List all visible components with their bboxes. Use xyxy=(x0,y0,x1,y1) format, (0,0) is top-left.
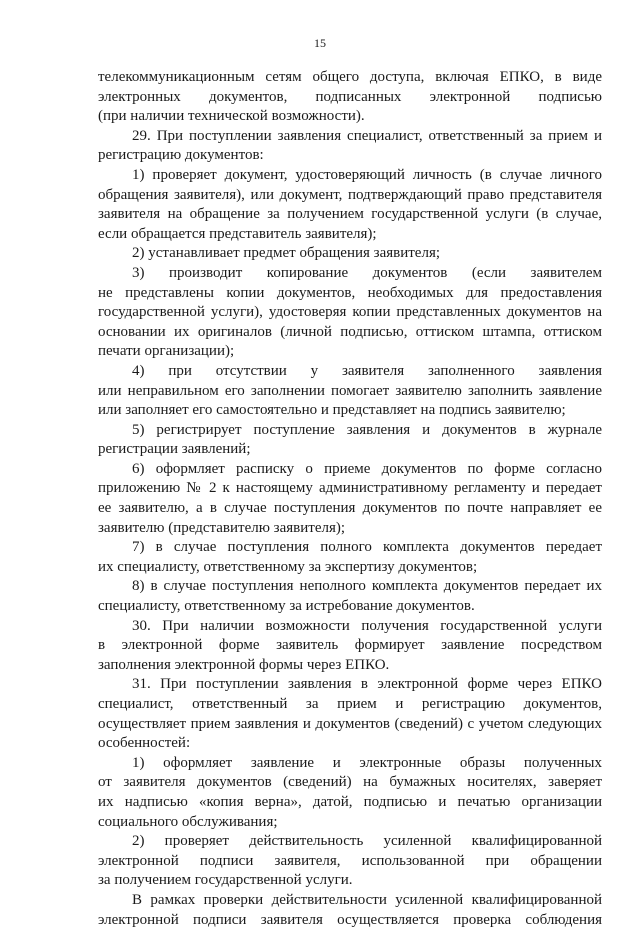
paragraph xyxy=(98,166,602,244)
text-line: 6) оформляет расписку о приеме документов по форме согласно xyxy=(132,460,602,477)
paragraph xyxy=(98,264,602,362)
paragraph xyxy=(98,538,602,577)
text-line: 2) проверяет действительность усиленной квалифицированной xyxy=(132,833,602,850)
text-line: 7) в случае поступления полного комплекта документов передает xyxy=(132,539,602,556)
text-line: 2) устанавливает предмет обращения заявителя; xyxy=(132,245,441,262)
text-line: 29. При поступлении заявления специалист, ответственный за прием и xyxy=(132,127,602,144)
paragraph xyxy=(98,891,602,930)
page-number: 15 xyxy=(314,36,326,50)
text-line: от заявителя документов (сведений) на бумажных носителях, заверяет xyxy=(98,774,602,791)
paragraph xyxy=(98,244,602,264)
paragraph xyxy=(98,460,602,538)
text-line: 1) проверяет документ, удостоверяющий личность (в случае личного xyxy=(132,166,602,183)
text-line: за получением государственной услуги. xyxy=(98,872,353,889)
text-line: или неправильном его заполнении помогает заявителю заполнить заявление xyxy=(98,382,602,399)
text-line: не представлены копии документов, необходимых для предоставления xyxy=(98,284,602,301)
document-body xyxy=(98,68,602,930)
paragraph xyxy=(98,127,602,166)
text-line: основании их оригиналов (личной подписью, оттиском штампа, оттиском xyxy=(98,323,602,340)
text-line: 1) оформляет заявление и электронные образы полученных xyxy=(132,754,602,771)
text-line: их специалисту, ответственному за экспертизу документов; xyxy=(98,558,478,575)
text-line: 30. При наличии возможности получения государственной услуги xyxy=(132,617,602,634)
text-line: регистрации заявлений; xyxy=(98,441,251,458)
text-line: или заполняет его самостоятельно и представляет на подпись заявителю; xyxy=(98,402,566,419)
text-line: 5) регистрирует поступление заявления и документов в журнале xyxy=(132,421,602,438)
text-line: их надписью «копия верна», датой, подписью и печатью организации xyxy=(98,793,602,810)
text-line: В рамках проверки действительности усиленной квалифицированной xyxy=(132,891,602,908)
text-line: 3) производит копирование документов (если заявителем xyxy=(132,264,602,281)
paragraph xyxy=(98,675,602,753)
text-line: печати организации); xyxy=(98,343,235,360)
text-line: телекоммуникационным сетям общего доступа, включая ЕПКО, в виде xyxy=(98,69,602,85)
text-line: электронной подписи заявителя, использованной при обращении xyxy=(98,852,602,869)
paragraph xyxy=(98,577,602,616)
text-line: специалист, ответственный за прием и регистрацию документов, xyxy=(98,696,602,712)
text-line: 31. При поступлении заявления в электронной форме через ЕПКО xyxy=(132,676,602,693)
text-line: специалисту, ответственному за истребование документов. xyxy=(98,598,475,615)
text-line: заявителя на обращение за получением государственной услуги (в случае, xyxy=(98,206,602,223)
paragraph xyxy=(98,362,602,421)
paragraph xyxy=(98,832,602,891)
text-line: (при наличии технической возможности). xyxy=(98,108,365,125)
paragraph xyxy=(98,421,602,460)
text-line: заявителю (представителю заявителя); xyxy=(98,519,346,536)
text-line: государственной услуги), удостоверяя копии представленных документов на xyxy=(98,304,602,321)
text-line: 8) в случае поступления неполного комплекта документов передает их xyxy=(132,578,602,595)
text-line: электронной подписи заявителя осуществляется проверка соблюдения xyxy=(98,911,602,928)
text-line: приложению № 2 к настоящему административному регламенту и передает xyxy=(98,480,602,497)
text-line: в электронной форме заявитель формирует заявление посредством xyxy=(98,637,602,654)
paragraph xyxy=(98,68,602,127)
text-line: обращения заявителя), или документ, подтверждающий право представителя xyxy=(98,186,602,203)
text-line: заполнения электронной формы через ЕПКО. xyxy=(98,656,390,673)
paragraph xyxy=(98,754,602,832)
text-line: социального обслуживания; xyxy=(98,813,278,830)
text-line: электронных документов, подписанных электронной подписью xyxy=(98,88,602,105)
text-line: ее заявителю, а в случае поступления документов по почте направляет ее xyxy=(98,500,602,517)
text-line: регистрацию документов: xyxy=(98,147,264,164)
text-line: осуществляет прием заявления и документов (сведений) с учетом следующих xyxy=(98,715,602,732)
text-line: 4) при отсутствии у заявителя заполненного заявления xyxy=(132,362,602,379)
text-line: особенностей: xyxy=(98,735,191,752)
paragraph xyxy=(98,617,602,676)
text-line: если обращается представитель заявителя); xyxy=(98,225,377,242)
